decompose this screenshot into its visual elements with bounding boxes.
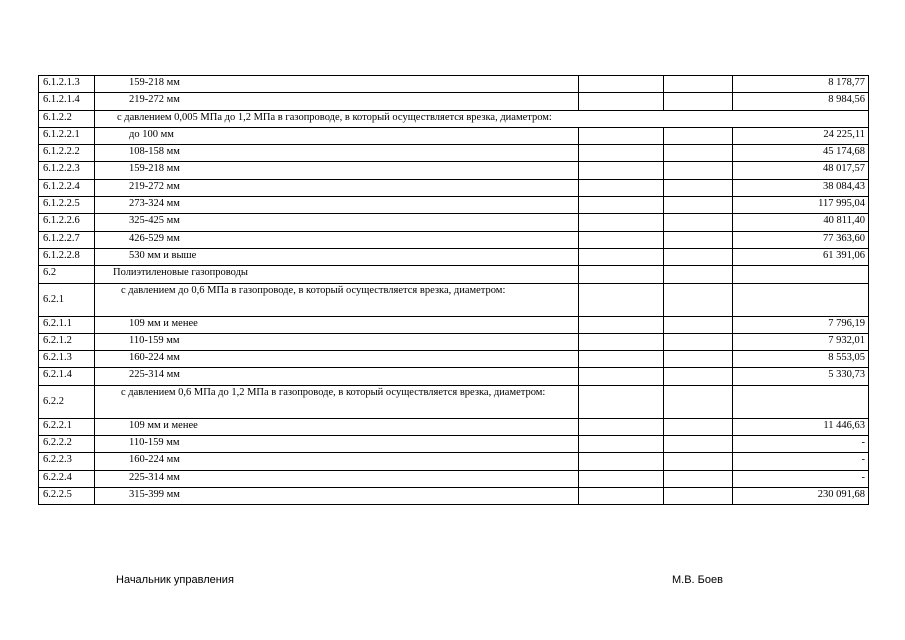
row-code-cell: 6.2.1.3 [39,351,95,368]
row-column-3-cell [579,333,664,350]
table-row [39,93,869,110]
row-column-3-cell [579,266,664,283]
row-description-cell: 110-159 мм [95,333,579,350]
row-column-4-cell [664,333,733,350]
row-value-cell: 45 174,68 [733,145,869,162]
row-value-cell: 8 553,05 [733,351,869,368]
row-value-cell: 40 811,40 [733,214,869,231]
row-column-4-cell [664,351,733,368]
row-column-4-cell [664,197,733,214]
row-code-cell: 6.2.1 [39,283,95,316]
row-column-3-cell [579,248,664,265]
row-value-cell: 77 363,60 [733,231,869,248]
row-value-cell: 38 084,43 [733,179,869,196]
table-row [39,214,869,231]
row-value-cell [733,283,869,316]
row-column-3-cell [579,231,664,248]
row-description-cell: 159-218 мм [95,162,579,179]
row-column-4-cell [664,162,733,179]
row-column-3-cell [579,127,664,144]
row-description-cell: с давлением 0,005 МПа до 1,2 МПа в газопроводе, в который осуществляется врезка, диаметром: [95,110,869,127]
row-value-cell: - [733,436,869,453]
row-code-cell: 6.1.2.2.3 [39,162,95,179]
row-column-4-cell [664,436,733,453]
row-code-cell: 6.1.2.2.5 [39,197,95,214]
row-description-cell: с давлением до 0,6 МПа в газопроводе, в который осуществляется врезка, диаметром: [95,283,579,316]
row-column-3-cell [579,214,664,231]
row-code-cell: 6.1.2.2.8 [39,248,95,265]
row-column-3-cell [579,179,664,196]
row-column-4-cell [664,266,733,283]
row-value-cell: 61 391,06 [733,248,869,265]
row-column-3-cell [579,436,664,453]
row-value-cell: 8 984,56 [733,93,869,110]
row-description-cell: 426-529 мм [95,231,579,248]
row-column-4-cell [664,316,733,333]
row-column-3-cell [579,487,664,504]
row-code-cell: 6.1.2.2.7 [39,231,95,248]
table-row [39,197,869,214]
footer-position: Начальник управления [116,574,234,586]
tariff-table [38,75,869,505]
row-value-cell [733,385,869,418]
footer-signatory: М.В. Боев [672,574,723,586]
row-column-4-cell [664,231,733,248]
row-code-cell: 6.1.2.2.6 [39,214,95,231]
tariff-table-body [39,76,869,505]
row-code-cell: 6.1.2.2.2 [39,145,95,162]
row-column-4-cell [664,214,733,231]
row-value-cell: 7 932,01 [733,333,869,350]
table-row [39,453,869,470]
row-description-cell: Полиэтиленовые газопроводы [95,266,579,283]
row-column-3-cell [579,162,664,179]
table-row [39,385,869,418]
row-column-3-cell [579,283,664,316]
table-row [39,162,869,179]
row-code-cell: 6.2.2.1 [39,418,95,435]
table-row [39,351,869,368]
row-column-3-cell [579,470,664,487]
row-column-4-cell [664,385,733,418]
table-row [39,368,869,385]
row-value-cell: 24 225,11 [733,127,869,144]
table-row [39,333,869,350]
row-column-3-cell [579,385,664,418]
row-value-cell: 5 330,73 [733,368,869,385]
table-row [39,127,869,144]
row-value-cell: 48 017,57 [733,162,869,179]
row-column-3-cell [579,76,664,93]
row-code-cell: 6.1.2.2 [39,110,95,127]
row-code-cell: 6.2.1.1 [39,316,95,333]
row-column-3-cell [579,145,664,162]
row-code-cell: 6.2.2.3 [39,453,95,470]
row-description-cell: до 100 мм [95,127,579,144]
row-column-4-cell [664,487,733,504]
table-row [39,248,869,265]
row-description-cell: 160-224 мм [95,453,579,470]
row-description-cell: 325-425 мм [95,214,579,231]
row-description-cell: 159-218 мм [95,76,579,93]
row-value-cell: 8 178,77 [733,76,869,93]
row-description-cell: 109 мм и менее [95,418,579,435]
row-value-cell [733,266,869,283]
row-column-4-cell [664,76,733,93]
table-row [39,179,869,196]
row-column-4-cell [664,127,733,144]
row-code-cell: 6.2.1.4 [39,368,95,385]
row-value-cell: - [733,470,869,487]
row-code-cell: 6.1.2.2.4 [39,179,95,196]
table-row [39,110,869,127]
row-column-4-cell [664,248,733,265]
row-column-4-cell [664,179,733,196]
row-code-cell: 6.2.2.5 [39,487,95,504]
table-row [39,266,869,283]
row-column-3-cell [579,351,664,368]
row-code-cell: 6.1.2.1.4 [39,93,95,110]
row-column-3-cell [579,418,664,435]
row-code-cell: 6.1.2.2.1 [39,127,95,144]
row-code-cell: 6.1.2.1.3 [39,76,95,93]
row-column-4-cell [664,368,733,385]
table-row [39,418,869,435]
row-code-cell: 6.2 [39,266,95,283]
row-description-cell: 225-314 мм [95,368,579,385]
row-column-3-cell [579,453,664,470]
row-column-4-cell [664,453,733,470]
row-description-cell: 110-159 мм [95,436,579,453]
row-description-cell: 225-314 мм [95,470,579,487]
row-description-cell: 109 мм и менее [95,316,579,333]
row-value-cell: 230 091,68 [733,487,869,504]
row-code-cell: 6.2.2 [39,385,95,418]
row-value-cell: 11 446,63 [733,418,869,435]
table-row [39,487,869,504]
table-row [39,436,869,453]
table-row [39,76,869,93]
row-column-3-cell [579,93,664,110]
row-description-cell: 108-158 мм [95,145,579,162]
row-description-cell: 273-324 мм [95,197,579,214]
row-description-cell: 160-224 мм [95,351,579,368]
row-description-cell: с давлением 0,6 МПа до 1,2 МПа в газопроводе, в который осуществляется врезка, диаметром: [95,385,579,418]
row-column-4-cell [664,470,733,487]
row-description-cell: 219-272 мм [95,179,579,196]
row-description-cell: 530 мм и выше [95,248,579,265]
row-column-4-cell [664,93,733,110]
row-value-cell: 7 796,19 [733,316,869,333]
table-row [39,231,869,248]
row-code-cell: 6.2.2.4 [39,470,95,487]
table-row [39,283,869,316]
row-column-3-cell [579,316,664,333]
row-column-4-cell [664,283,733,316]
row-value-cell: - [733,453,869,470]
row-column-4-cell [664,418,733,435]
table-row [39,145,869,162]
row-value-cell: 117 995,04 [733,197,869,214]
row-column-3-cell [579,368,664,385]
row-code-cell: 6.2.2.2 [39,436,95,453]
row-code-cell: 6.2.1.2 [39,333,95,350]
row-description-cell: 315-399 мм [95,487,579,504]
table-row [39,470,869,487]
row-description-cell: 219-272 мм [95,93,579,110]
table-row [39,316,869,333]
row-column-4-cell [664,145,733,162]
row-column-3-cell [579,197,664,214]
